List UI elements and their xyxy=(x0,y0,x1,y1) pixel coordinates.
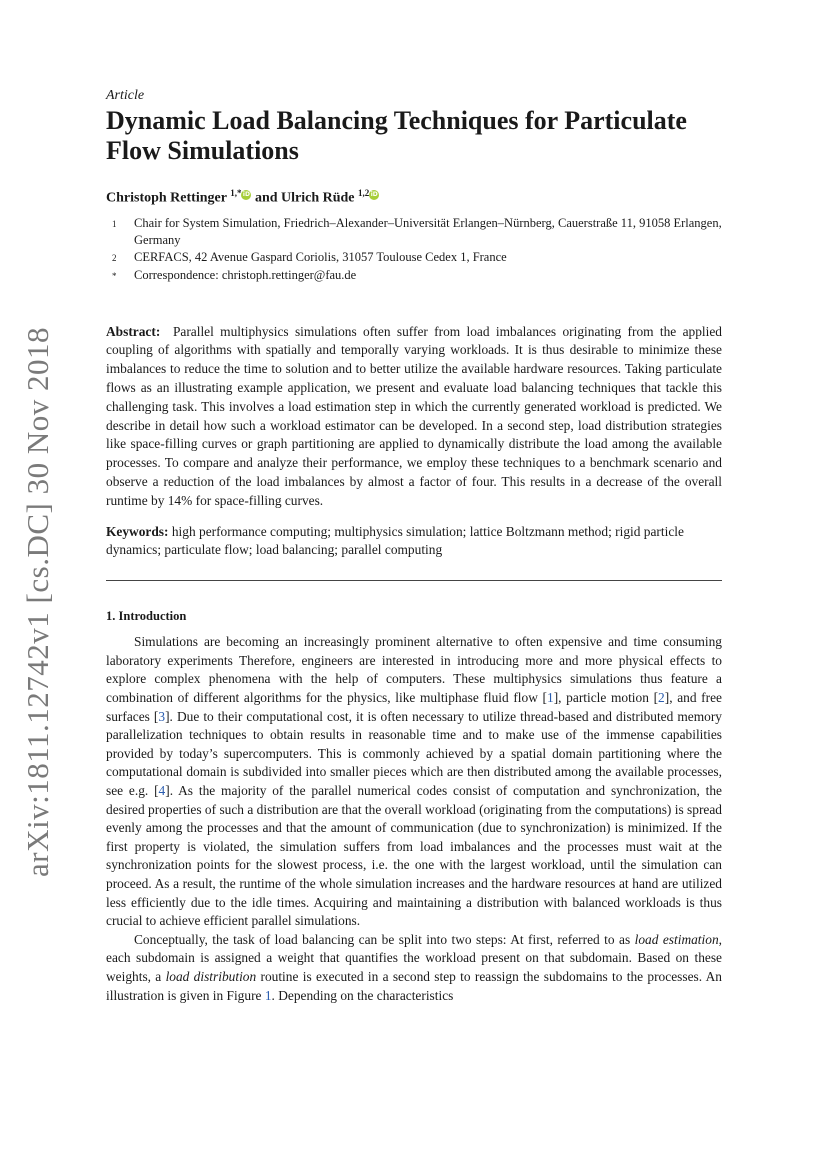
text-run: ]. As the majority of the parallel numerical codes consist of computation and synchronization, the desired properties of such a distribution are that the overall workload (originating from the computations) is spread evenly among the processes and that the amount of communication (due to synchronization) is minimized. If the first property is violated, the simulation suffers from load imbalances and the processes must wait at the synchronization points for the slowest process, i.e. the one with the largest workload, until the simulation can proceed. As a result, the runtime of the whole simulation increases and the hardware resources at hand are utilized less efficiently due to the idle times. Acquiring and maintaining a distribution with balanced workloads is thus crucial to achieve efficient parallel simulations. xyxy=(106,782,722,929)
abstract-text: Parallel multiphysics simulations often suffer from load imbalances originating from the applied coupling of algorithms with spatially and temporally varying workloads. It is thus desirable to minimize these imbalances to reduce the time to solution and to better utilize the available hardware resources. Taking particulate flows as an illustrating example application, we present and evaluate load balancing techniques that tackle this challenging task. This involves a load estimation step in which the currently generated workload is predicted. We describe in detail how such a workload estimator can be developed. In a second step, load distribution strategies like space-filling curves or graph partitioning are applied to dynamically distribute the load among the available processes. To compare and analyze their performance, we employ these techniques to a benchmark scenario and observe a reduction of the load imbalances by almost a factor of four. This results in a decrease of the overall runtime by 14% for space-filling curves. xyxy=(106,323,722,508)
affiliation xyxy=(106,267,722,285)
affiliation-text: Chair for System Simulation, Friedrich–Alexander–Universität Erlangen–Nürnberg, Cauerstraße 11, 91058 Erlangen, Germany xyxy=(134,215,722,247)
keywords-label: Keywords: xyxy=(106,523,169,539)
author-superscript: 1,2 xyxy=(358,188,370,198)
orcid-icon[interactable]: iD xyxy=(242,191,250,198)
citation-link[interactable]: 1 xyxy=(547,690,554,705)
citation-link[interactable]: 3 xyxy=(158,708,166,724)
section-body xyxy=(106,633,722,1005)
text-run: ], and free surfaces [ xyxy=(106,690,722,724)
text-run: , each subdomain is assigned a weight that quantifies the workload present on that subdomain. Based on these weights, a xyxy=(106,931,722,984)
author-line xyxy=(106,188,722,207)
paragraph xyxy=(106,633,722,931)
affiliation-text: CERFACS, 42 Avenue Gaspard Coriolis, 31057 Toulouse Cedex 1, France xyxy=(134,249,507,264)
section-heading: 1. Introduction xyxy=(106,609,187,624)
text-run: ], particle motion [ xyxy=(553,690,659,705)
author-name: Christoph Rettinger xyxy=(106,190,227,206)
figure-link[interactable]: 1 xyxy=(264,987,272,1003)
affiliations xyxy=(106,215,722,285)
affiliation xyxy=(106,249,722,267)
citation-link[interactable]: 4 xyxy=(158,782,166,798)
affiliation-mark: * xyxy=(112,270,117,281)
text-run: . Depending on the characteristics xyxy=(271,987,454,1003)
emphasis: load estimation xyxy=(634,931,719,947)
page-content xyxy=(106,88,722,1005)
citation-link[interactable]: 2 xyxy=(658,690,665,705)
section-divider xyxy=(106,580,722,581)
text-run: Simulations are becoming an increasingly prominent alternative to often expensive and time consuming laboratory experiments Therefore, engineers are interested in introducing more and more physical effects to explore complex phenomena with the help of computers. These multiphysics simulations thus feature a combination of different algorithms for the physics, like multiphase fluid flow [ xyxy=(106,634,722,705)
emphasis: load distribution xyxy=(165,968,257,984)
text-run: Conceptually, the task of load balancing can be split into two steps: At first, referred to as xyxy=(134,931,635,947)
author-name: Ulrich Rüde xyxy=(281,190,355,206)
paper-title: Dynamic Load Balancing Techniques for Particulate Flow Simulations xyxy=(106,106,687,165)
keywords xyxy=(106,523,722,561)
correspondence-text: Correspondence: christoph.rettinger@fau.de xyxy=(134,267,357,282)
article-type: Article xyxy=(106,88,145,103)
text-run: routine is executed in a second step to reassign the subdomains to the processes. An illustration is given in Figure xyxy=(106,968,722,1003)
affiliation xyxy=(106,215,722,249)
abstract xyxy=(106,323,722,511)
abstract-label: Abstract: xyxy=(106,323,161,339)
author-superscript: 1,* xyxy=(230,188,242,198)
text-run: ]. Due to their computational cost, it is often necessary to utilize thread-based and distributed memory parallelization techniques to obtain results in reasonable time and to make use of the immense capabilities provided by today’s supercomputers. This is commonly achieved by a spatial domain partitioning where the computational domain is subdivided into smaller pieces which are then distributed among the available processes, see e.g. [ xyxy=(106,708,722,798)
orcid-icon[interactable]: iD xyxy=(370,191,378,198)
keywords-text: high performance computing; multiphysics simulation; lattice Boltzmann method; rigid particle dynamics; particulate flow; load balancing; parallel computing xyxy=(106,523,684,558)
affiliation-mark: 2 xyxy=(112,252,117,263)
paragraph xyxy=(106,931,722,1005)
arxiv-identifier-stamp: arXiv:1811.12742v1 [cs.DC] 30 Nov 2018 xyxy=(20,327,55,877)
affiliation-mark: 1 xyxy=(112,218,117,229)
author-conjunction: and xyxy=(254,190,278,206)
